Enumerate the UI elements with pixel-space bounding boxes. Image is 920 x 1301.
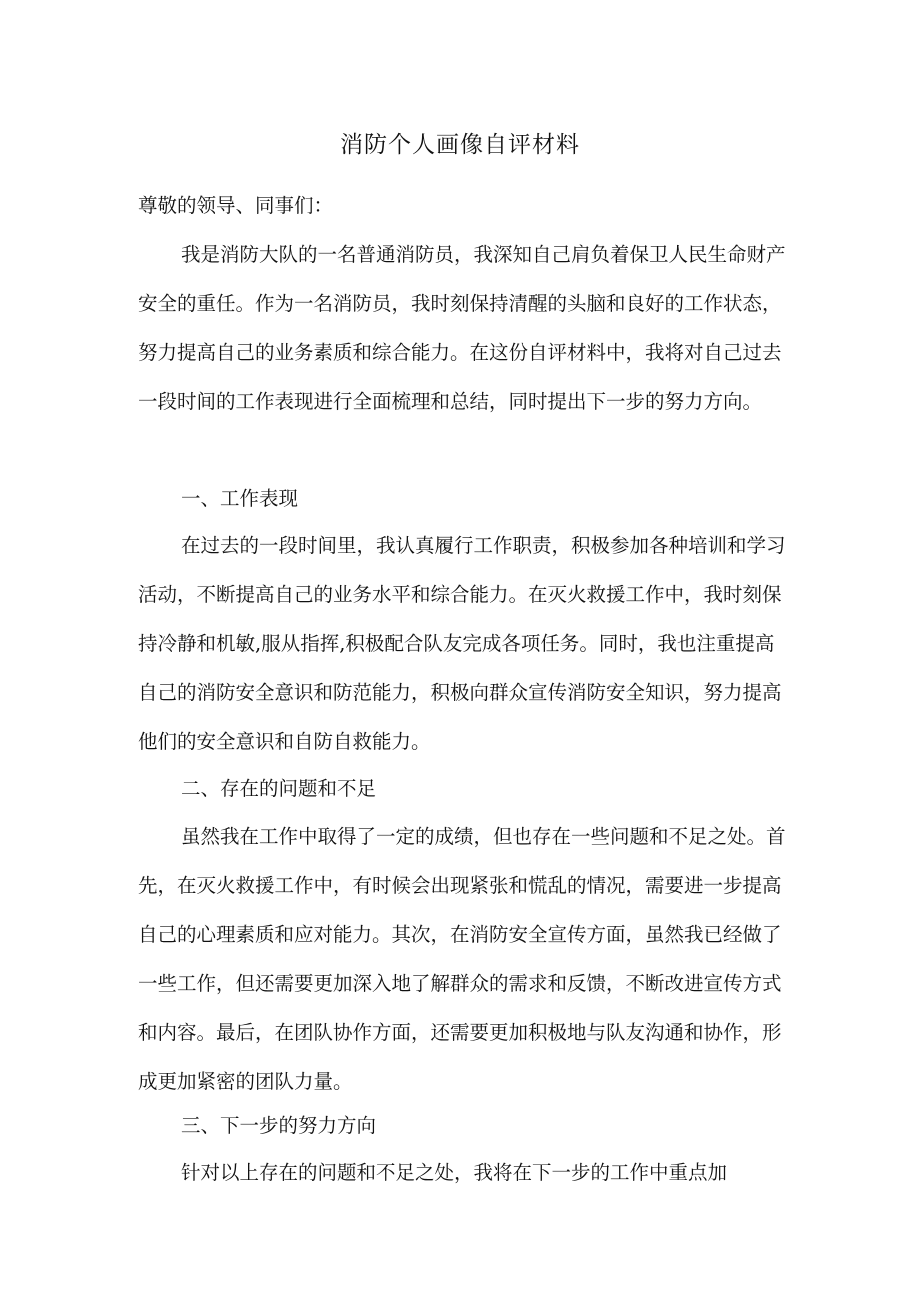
- salutation: 尊敬的领导、同事们：: [138, 194, 334, 217]
- section-heading-problems: 二、存在的问题和不足: [181, 777, 377, 800]
- problems-paragraph: 虽然我在工作中取得了一定的成绩，但也存在一些问题和不足之处。首先，在灭火救援工作中，有时候会出现紧张和慌乱的情况，需要进一步提高自己的心理素质和应对能力。其次，在消防安全宣传方面，虽然我已经做了一些工作，但还需要更加深入地了解群众的需求和反馈，不断改进宣传方式和内容。最后，在团队协作方面，还需要更加积极地与队友沟通和协作，形成更加紧密的团队力量。: [138, 825, 786, 1093]
- next-steps-paragraph: 针对以上存在的问题和不足之处，我将在下一步的工作中重点加: [181, 1161, 728, 1184]
- document-title: 消防个人画像自评材料: [340, 132, 580, 158]
- section-heading-next-steps: 三、下一步的努力方向: [181, 1114, 377, 1137]
- intro-paragraph: 我是消防大队的一名普通消防员，我深知自己肩负着保卫人民生命财产安全的重任。作为一名消防员，我时刻保持清醒的头脑和良好的工作状态，努力提高自己的业务素质和综合能力。在这份自评材料中，我将对自己过去一段时间的工作表现进行全面梳理和总结，同时提出下一步的努力方向。: [138, 243, 786, 413]
- section-heading-work-performance: 一、工作表现: [181, 487, 299, 510]
- work-performance-paragraph: 在过去的一段时间里，我认真履行工作职责，积极参加各种培训和学习活动，不断提高自己的业务水平和综合能力。在灭火救援工作中，我时刻保持冷静和机敏,服从指挥,积极配合队友完成各项任务。同时，我也注重提高自己的消防安全意识和防范能力，积极向群众宣传消防安全知识，努力提高他们的安全意识和自防自救能力。: [138, 534, 786, 753]
